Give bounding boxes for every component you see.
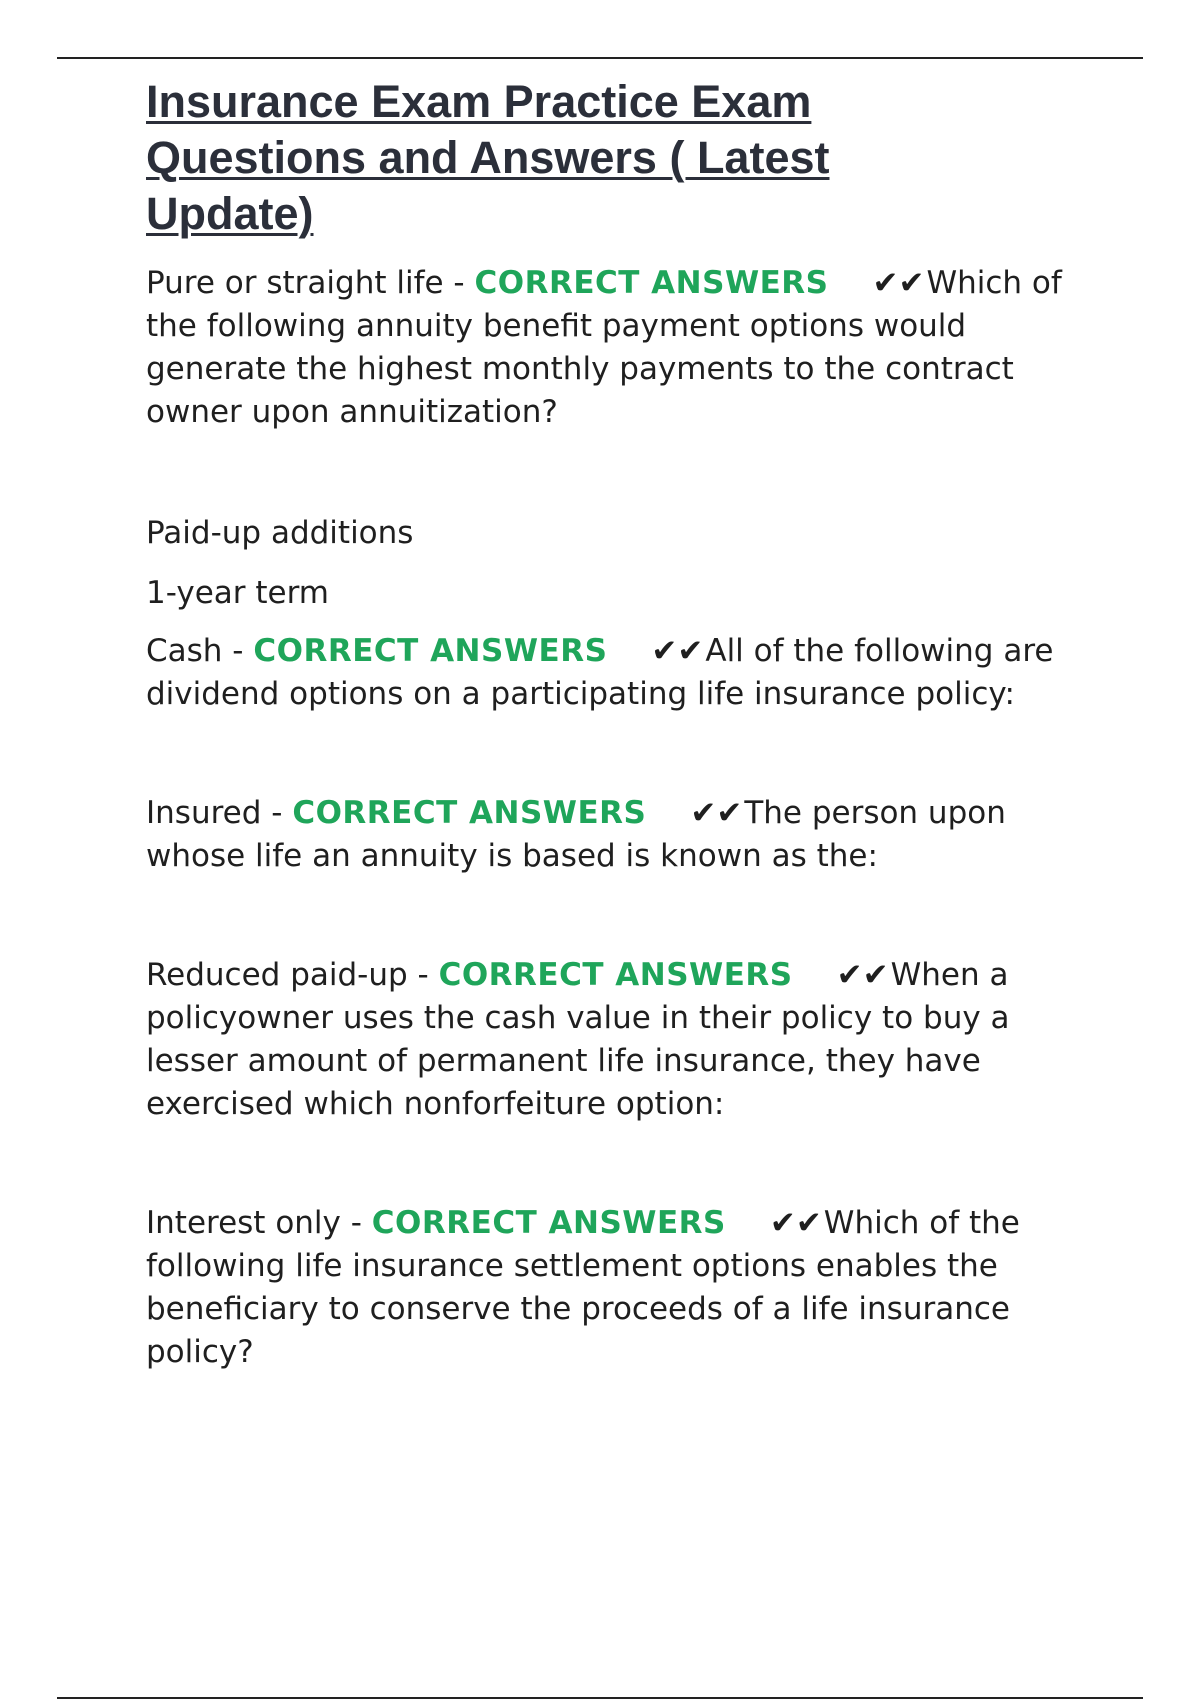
question-text: The person upon whose life an annuity is based is known as the: bbox=[146, 795, 1006, 874]
top-rule bbox=[57, 57, 1143, 59]
qa-item-2 bbox=[146, 630, 1106, 716]
qa-item-3 bbox=[146, 792, 1106, 878]
qa-item-4 bbox=[146, 954, 1106, 1126]
separator: - bbox=[443, 265, 475, 301]
qa-item-5 bbox=[146, 1202, 1106, 1374]
correct-answers-label: CORRECT ANSWERS bbox=[438, 957, 793, 993]
double-check-icon: ✔✔ bbox=[690, 795, 743, 831]
correct-answers-label: CORRECT ANSWERS bbox=[371, 1205, 726, 1241]
answer-text: Insured bbox=[146, 795, 262, 831]
correct-answers-label: CORRECT ANSWERS bbox=[292, 795, 647, 831]
qa-item-1 bbox=[146, 262, 1106, 434]
question-text: Which of the following life insurance settlement options enables the beneficiary to conserve the proceeds of a life insurance policy? bbox=[146, 1205, 1020, 1370]
correct-answers-label: CORRECT ANSWERS bbox=[474, 265, 829, 301]
option-line: Paid-up additions bbox=[146, 515, 414, 551]
separator: - bbox=[340, 1205, 372, 1241]
double-check-icon: ✔✔ bbox=[836, 957, 889, 993]
question-text: All of the following are dividend options on a participating life insurance policy: bbox=[146, 633, 1054, 712]
answer-text: Interest only bbox=[146, 1205, 341, 1241]
bottom-rule bbox=[57, 1697, 1143, 1699]
double-check-icon: ✔✔ bbox=[651, 633, 704, 669]
separator: - bbox=[407, 957, 439, 993]
answer-text: Reduced paid-up bbox=[146, 957, 408, 993]
answer-text: Cash bbox=[146, 633, 223, 669]
separator: - bbox=[222, 633, 254, 669]
correct-answers-label: CORRECT ANSWERS bbox=[253, 633, 608, 669]
question-text: When a policyowner uses the cash value in their policy to buy a lesser amount of permanent life insurance, they have exercised which nonforfeiture option: bbox=[146, 957, 1010, 1122]
double-check-icon: ✔✔ bbox=[769, 1205, 822, 1241]
option-line: 1-year term bbox=[146, 575, 330, 611]
page-title: Insurance Exam Practice Exam Questions and Answers ( Latest Update) bbox=[146, 76, 830, 239]
double-check-icon: ✔✔ bbox=[872, 265, 925, 301]
answer-text: Pure or straight life bbox=[146, 265, 444, 301]
separator: - bbox=[261, 795, 293, 831]
question-text: Which of the following annuity benefit payment options would generate the highest monthly payments to the contract owner upon annuitization? bbox=[146, 265, 1062, 430]
